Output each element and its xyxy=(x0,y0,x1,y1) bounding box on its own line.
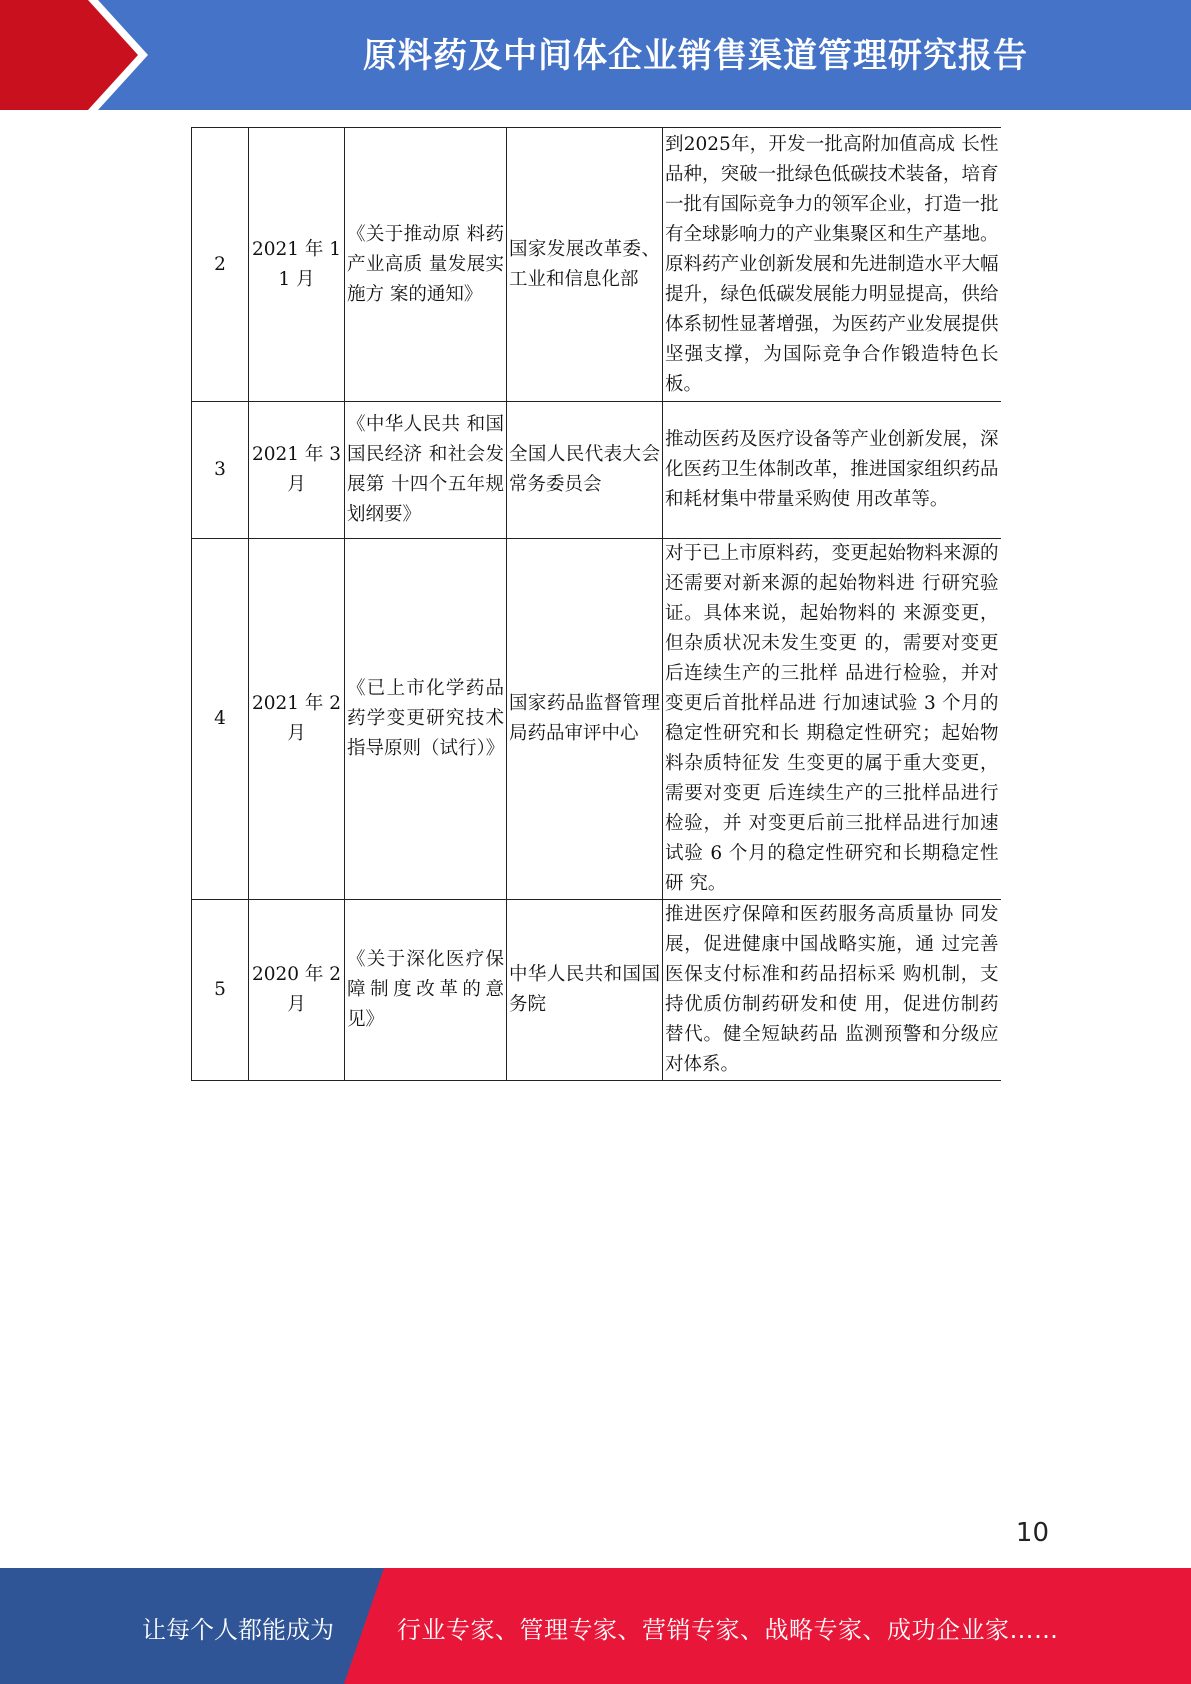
row-date: 2020 年 2 月 xyxy=(249,900,345,1081)
policy-table xyxy=(191,127,1001,1081)
page-header xyxy=(0,0,1191,110)
page-title: 原料药及中间体企业销售渠道管理研究报告 xyxy=(363,36,1028,76)
page-number: 10 xyxy=(1015,1518,1049,1548)
row-issuer: 国家发展改革委、工业和信息化部 xyxy=(507,128,663,402)
row-issuer: 国家药品监督管理局药品审评中心 xyxy=(507,539,663,900)
row-date: 2021 年 3 月 xyxy=(249,402,345,539)
row-content: 推进医疗保障和医药服务高质量协 同发展，促进健康中国战略实施，通 过完善医保支付标准和药品招标采 购机制，支持优质仿制药研发和使 用，促进仿制药替代。健全短缺药品 监测预警和分级应对体系。 xyxy=(663,900,1001,1081)
table-row xyxy=(192,402,1001,539)
row-issuer: 全国人民代表大会常务委员会 xyxy=(507,402,663,539)
row-date: 2021 年 11 月 xyxy=(249,128,345,402)
table-row xyxy=(192,539,1001,900)
row-document-name: 《关于深化医疗保障制度改革的意见》 xyxy=(345,900,507,1081)
row-content: 到2025年，开发一批高附加值高成 长性品种，突破一批绿色低碳技术装备，培育一批有国际竞争力的领军企业，打造一批有全球影响力的产业集聚区和生产基地。原料药产业创新发展和先进制造水平大幅提升，绿色低碳发展能力明显提高，供给体系韧性显著增强，为医药产业发展提供坚强支撑，为国际竞争合作锻造特色长 板。 xyxy=(663,128,1001,402)
row-document-name: 《已上市化学药品药学变更研究技术指导原则（试行）》 xyxy=(345,539,507,900)
row-index: 5 xyxy=(192,900,249,1081)
row-index: 2 xyxy=(192,128,249,402)
row-index: 3 xyxy=(192,402,249,539)
footer-slogan-right: 行业专家、管理专家、营销专家、战略专家、成功企业家…… xyxy=(397,1616,1059,1644)
page-footer xyxy=(0,1568,1191,1684)
row-index: 4 xyxy=(192,539,249,900)
row-issuer: 中华人民共和国国务院 xyxy=(507,900,663,1081)
row-content: 推动医药及医疗设备等产业创新发展，深化医药卫生体制改革，推进国家组织药品和耗材集中带量采购使 用改革等。 xyxy=(663,402,1001,539)
table-row xyxy=(192,900,1001,1081)
row-date: 2021 年 2 月 xyxy=(249,539,345,900)
row-document-name: 《中华人民共 和国国民经济 和社会发展第 十四个五年规 划纲要》 xyxy=(345,402,507,539)
row-document-name: 《关于推动原 料药产业高质 量发展实施方 案的通知》 xyxy=(345,128,507,402)
row-content: 对于已上市原料药，变更起始物料来源的还需要对新来源的起始物料进 行研究验证。具体来说，起始物料的 来源变更，但杂质状况未发生变更 的，需要对变更后连续生产的三批样 品进行检验，并对变更后首批样品进 行加速试验 3 个月的稳定性研究和长 期稳定性研究；起始物料杂质特征发 生变更的属于重大变更，需要对变更 后连续生产的三批样品进行检验，并 对变更后前三批样品进行加速试验 6 个月的稳定性研究和长期稳定性研 究。 xyxy=(663,539,1001,900)
footer-slogan-left: 让每个人都能成为 xyxy=(142,1616,334,1644)
table-row xyxy=(192,128,1001,402)
